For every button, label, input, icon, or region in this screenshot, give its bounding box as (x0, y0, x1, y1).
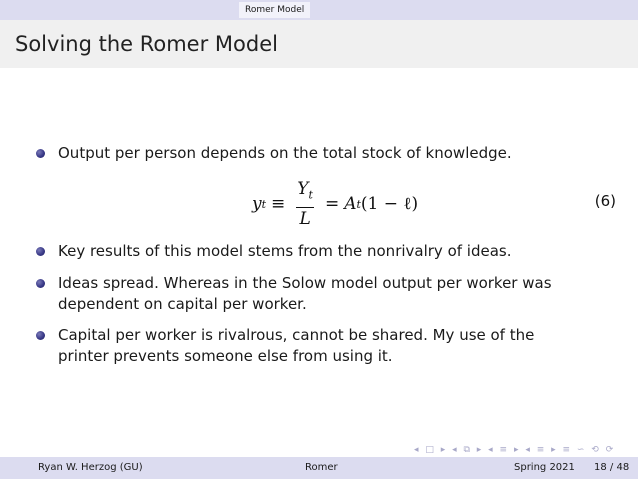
bullet-icon (36, 331, 45, 340)
equation-numerator (295, 178, 315, 206)
footer-date: Spring 2021 (514, 462, 575, 473)
equation-rhs-paren: (1 − ℓ) (360, 194, 419, 214)
equation-lhs: y (252, 194, 262, 214)
equation-fraction (295, 178, 315, 229)
bullet-icon (36, 279, 45, 288)
bullet-text: Capital per worker is rivalrous, cannot be shared. My use of the printer prevents someone else from using it. (58, 326, 535, 365)
bullet-icon (36, 247, 45, 256)
equation-body (252, 174, 418, 234)
equation-rhs-subscript: t (356, 197, 361, 211)
bullet-text: Ideas spread. Whereas in the Solow model output per worker was dependent on capital per worker. (58, 274, 552, 313)
footer-short-title: Romer (305, 462, 338, 473)
numerator-symbol: Y (297, 179, 309, 200)
equation-rhs-symbol: A (344, 194, 357, 214)
bullet-icon (36, 149, 45, 158)
navigation-icons[interactable]: ◂ □ ▸ ◂ ⧉ ▸ ◂ ≡ ▸ ◂ ≡ ▸ ≡ ∽ ⟲ ⟳ (414, 445, 616, 455)
bullet-text: Key results of this model stems from the nonrivalry of ideas. (58, 242, 512, 260)
equation-lhs-subscript: t (261, 197, 267, 211)
footer-bar (0, 457, 638, 479)
equation-equiv: ≡ (271, 194, 286, 214)
slide-title: Solving the Romer Model (15, 32, 278, 56)
equation-number: (6) (594, 192, 616, 210)
header-bar (0, 0, 638, 20)
footer-page-number: 18 / 48 (594, 462, 630, 473)
equation-equals: = (324, 194, 340, 214)
footer-author: Ryan W. Herzog (GU) (38, 462, 143, 473)
numerator-subscript: t (308, 188, 313, 202)
title-bar (0, 20, 638, 68)
bullet-text: Output per person depends on the total stock of knowledge. (58, 144, 512, 162)
section-title[interactable]: Romer Model (239, 2, 310, 18)
equation-denominator: L (296, 207, 313, 230)
equation (0, 174, 638, 234)
